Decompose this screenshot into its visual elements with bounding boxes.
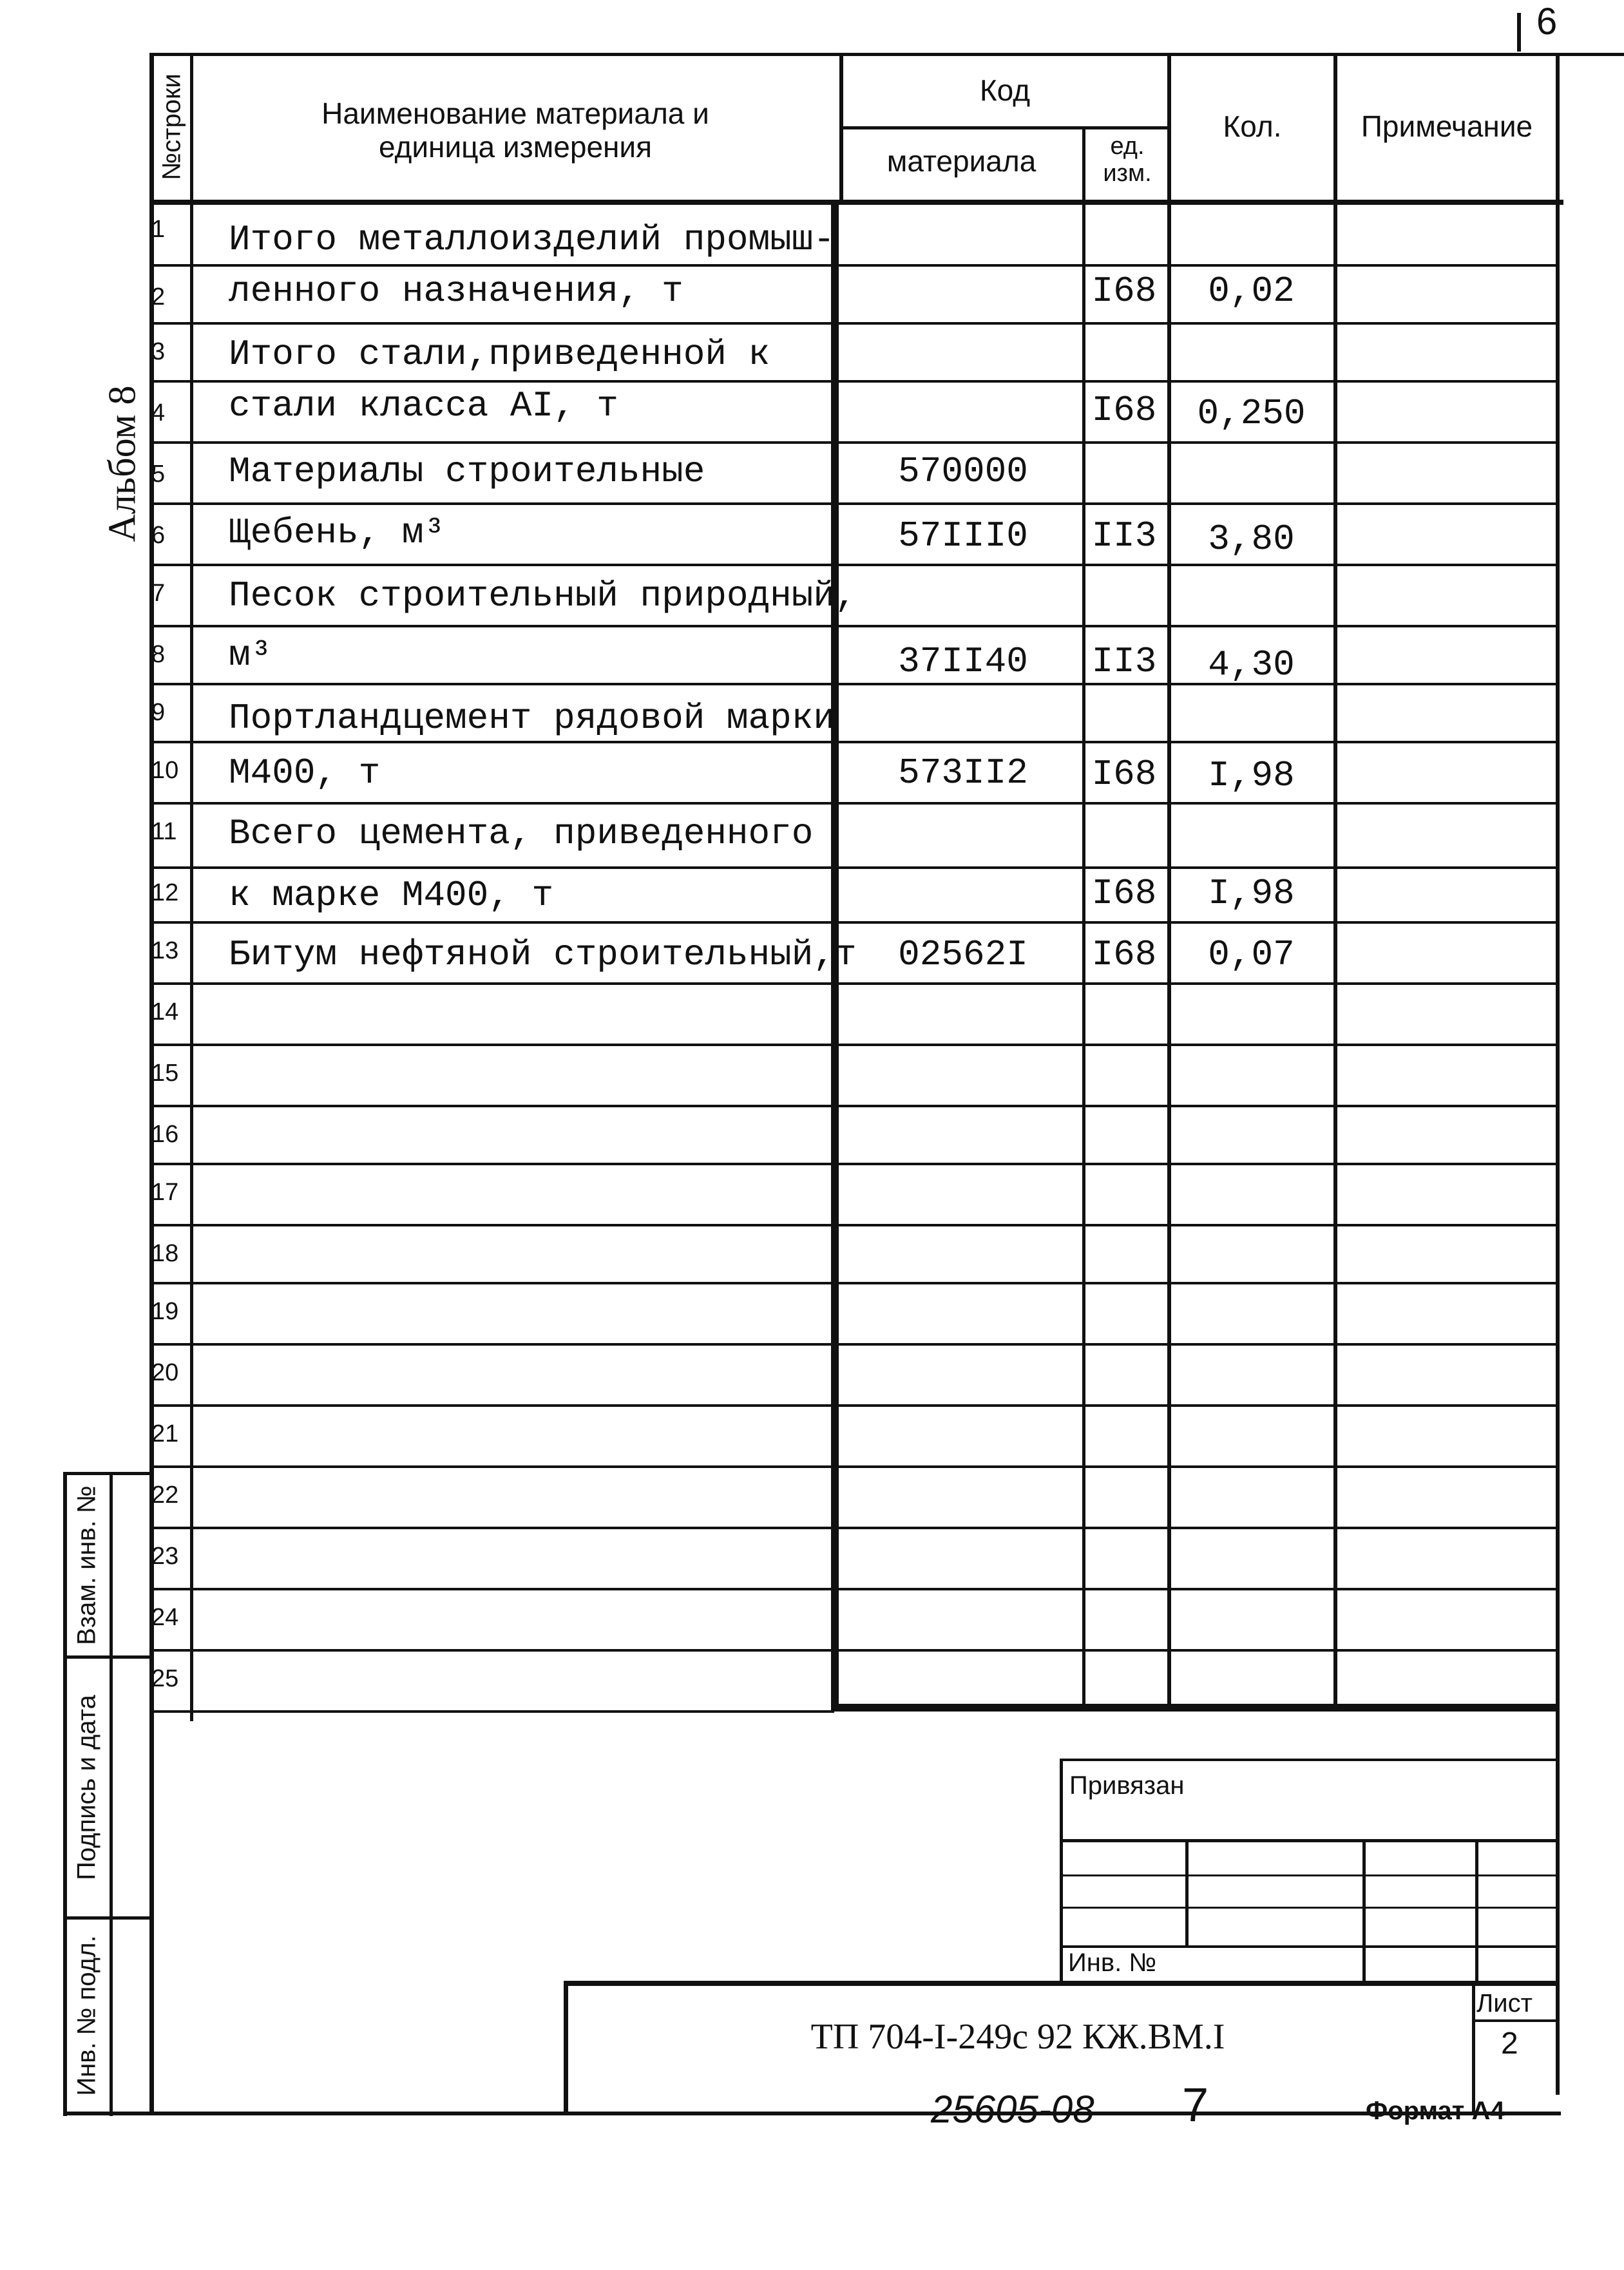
row-number: 12 bbox=[151, 879, 179, 906]
quantity: I,98 bbox=[1208, 873, 1295, 914]
row-line bbox=[151, 1224, 1559, 1226]
row-number: 13 bbox=[151, 937, 179, 964]
row-line bbox=[151, 380, 1559, 383]
row-line bbox=[151, 564, 1559, 566]
tb-list-line bbox=[1474, 2019, 1558, 2022]
row-line bbox=[151, 1404, 1559, 1407]
material-code: 573II2 bbox=[898, 752, 1028, 794]
corner-tick bbox=[1517, 13, 1521, 52]
header-quantity: Кол. bbox=[1223, 110, 1282, 143]
row-number: 6 bbox=[151, 522, 166, 549]
rownum-col-border bbox=[190, 53, 193, 1721]
unit-code: I68 bbox=[1091, 934, 1157, 975]
header-bottom-border bbox=[149, 200, 1563, 205]
tb-col-1 bbox=[1185, 1839, 1189, 1945]
table-bottom-border bbox=[831, 1704, 1559, 1712]
sheet-corner-number: 6 bbox=[1536, 1, 1558, 43]
row-number: 2 bbox=[151, 283, 166, 310]
row-line bbox=[151, 322, 1559, 325]
row-number: 20 bbox=[151, 1359, 179, 1386]
side-stamp-podpis-data: Подпись и дата bbox=[72, 1695, 101, 1880]
material-code: 57III0 bbox=[898, 515, 1028, 557]
row-number: 17 bbox=[151, 1179, 179, 1206]
material-name: Битум нефтяной строительный,т bbox=[229, 934, 857, 975]
material-name: М400, т bbox=[229, 752, 381, 794]
row-line bbox=[151, 741, 1559, 743]
material-name: Щебень, м³ bbox=[229, 512, 446, 553]
header-code-unit: ед. изм. bbox=[1103, 133, 1152, 187]
tb-privyazan-top bbox=[1060, 1759, 1559, 1761]
material-name: м³ bbox=[229, 634, 272, 676]
row-number: 19 bbox=[151, 1298, 179, 1325]
material-name: Итого металлоизделий промыш- bbox=[229, 219, 835, 260]
tb-inv-no-label: Инв. № bbox=[1068, 1949, 1157, 1977]
row-line bbox=[151, 802, 1559, 805]
row-line bbox=[151, 866, 1559, 869]
row-line bbox=[151, 1649, 1559, 1652]
material-name: Портландцемент рядовой марки bbox=[229, 698, 835, 739]
tb-list-label: Лист bbox=[1476, 1989, 1533, 2017]
unit-code: I68 bbox=[1091, 271, 1157, 312]
material-name: Материалы строительные bbox=[229, 451, 705, 492]
row-number: 21 bbox=[151, 1420, 179, 1447]
header-code-material: материала bbox=[886, 144, 1036, 178]
row-line bbox=[151, 1465, 1559, 1468]
tb-list-left bbox=[1472, 1984, 1475, 2113]
side-stamp-inner-border bbox=[110, 1472, 113, 2116]
header-row-number: №строки bbox=[157, 73, 186, 180]
row-number: 23 bbox=[151, 1543, 179, 1570]
tb-col-2 bbox=[1362, 1839, 1366, 1984]
row-line bbox=[151, 1343, 1559, 1346]
row-number: 18 bbox=[151, 1240, 179, 1267]
page-mark: 7 bbox=[1182, 2078, 1209, 2132]
table-top-border bbox=[149, 53, 1563, 56]
row-number: 3 bbox=[151, 338, 166, 365]
row-line bbox=[151, 625, 1559, 627]
tb-left-border bbox=[1060, 1759, 1063, 1984]
header-name-line1: Наименование материала и bbox=[321, 97, 709, 130]
row-number: 8 bbox=[151, 641, 166, 668]
material-code: 37II40 bbox=[898, 641, 1028, 682]
row-line bbox=[151, 264, 1559, 267]
unit-code: II3 bbox=[1091, 641, 1157, 682]
material-name: Всего цемента, приведенного bbox=[229, 813, 814, 854]
quantity: 0,02 bbox=[1208, 271, 1295, 312]
album-label: Альбом 8 bbox=[100, 385, 144, 542]
archive-number: 25605-08 bbox=[931, 2088, 1094, 2131]
header-name-line2: единица измерения bbox=[378, 130, 653, 164]
table-right-border bbox=[1556, 53, 1560, 2095]
side-stamp-inv-podl: Инв. № подл. bbox=[72, 1935, 101, 2096]
material-name: Песок строительный природный, bbox=[229, 575, 857, 616]
header-code: Код bbox=[979, 73, 1031, 107]
material-name: ленного назначения, т bbox=[229, 271, 683, 312]
material-code: 02562I bbox=[898, 934, 1028, 975]
header-note: Примечание bbox=[1361, 110, 1533, 143]
quantity: 0,07 bbox=[1208, 934, 1295, 975]
unit-code: I68 bbox=[1091, 390, 1157, 431]
material-name: Итого стали,приведенной к bbox=[229, 334, 770, 375]
row-line bbox=[151, 1282, 1559, 1284]
material-name: стали класса AI, т bbox=[229, 385, 618, 426]
row-line bbox=[151, 441, 1559, 444]
row-line bbox=[151, 1105, 1559, 1107]
quantity: 4,30 bbox=[1208, 644, 1295, 685]
row-line bbox=[151, 1163, 1559, 1165]
row-line bbox=[151, 1710, 834, 1713]
code-subheader-line bbox=[841, 126, 1169, 129]
row-number: 7 bbox=[151, 580, 166, 607]
tb-line-3 bbox=[1060, 1907, 1559, 1909]
row-line bbox=[151, 502, 1559, 505]
row-number: 11 bbox=[151, 818, 177, 845]
sheet-bottom-border bbox=[63, 2112, 1561, 2115]
quantity: 3,80 bbox=[1208, 519, 1295, 560]
row-line bbox=[151, 1588, 1559, 1590]
row-number: 10 bbox=[151, 757, 179, 784]
unit-code: I68 bbox=[1091, 873, 1157, 914]
tb-document-code: ТП 704-I-249с 92 КЖ.ВМ.I bbox=[810, 2017, 1225, 2057]
row-number: 24 bbox=[151, 1604, 179, 1631]
tb-line-2 bbox=[1060, 1874, 1559, 1876]
row-number: 4 bbox=[151, 399, 166, 426]
row-number: 14 bbox=[151, 998, 179, 1025]
format-label: Формат А4 bbox=[1366, 2097, 1505, 2125]
row-number: 22 bbox=[151, 1482, 179, 1509]
unit-code: I68 bbox=[1091, 754, 1157, 795]
row-number: 15 bbox=[151, 1060, 179, 1087]
row-number: 9 bbox=[151, 699, 166, 726]
tb-code-top bbox=[564, 1981, 1559, 1986]
quantity: I,98 bbox=[1208, 755, 1295, 796]
row-number: 1 bbox=[151, 216, 166, 243]
tb-line-4 bbox=[1060, 1945, 1559, 1948]
row-line bbox=[151, 982, 1559, 985]
row-number: 16 bbox=[151, 1121, 179, 1148]
row-line bbox=[151, 1044, 1559, 1046]
side-stamp-vzam-inv: Взам. инв. № bbox=[72, 1485, 101, 1645]
tb-line-1 bbox=[1060, 1839, 1559, 1842]
tb-privyazan-label: Привязан bbox=[1069, 1771, 1185, 1800]
tb-col-3 bbox=[1475, 1839, 1478, 1984]
material-code: 570000 bbox=[898, 451, 1028, 492]
row-line bbox=[151, 683, 1559, 685]
row-line bbox=[151, 1527, 1559, 1529]
unit-col-border bbox=[1082, 126, 1085, 1711]
row-number: 5 bbox=[151, 461, 166, 488]
tb-list-number: 2 bbox=[1501, 2027, 1518, 2061]
unit-code: II3 bbox=[1091, 515, 1157, 557]
material-name: к марке М400, т bbox=[229, 875, 554, 916]
row-line bbox=[151, 921, 1559, 924]
quantity: 0,250 bbox=[1197, 393, 1306, 434]
row-number: 25 bbox=[151, 1665, 179, 1692]
